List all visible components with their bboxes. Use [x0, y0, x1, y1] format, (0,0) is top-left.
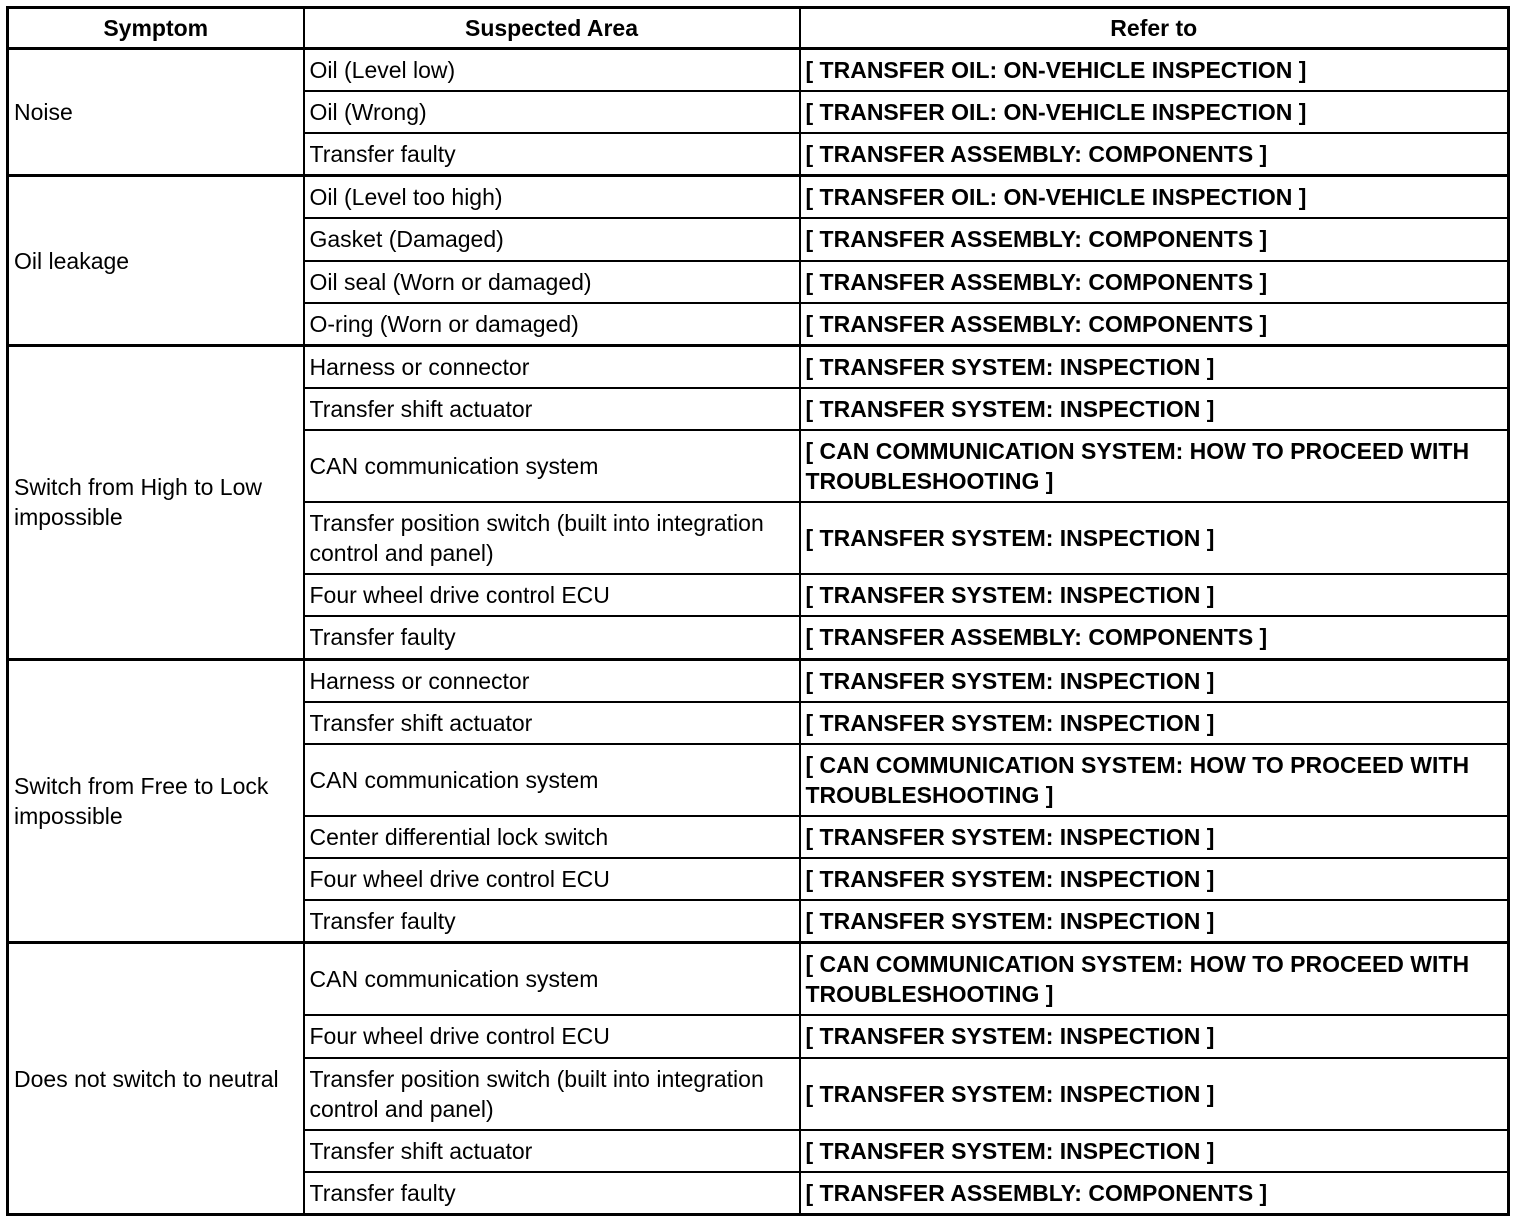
table-row: [8, 943, 1509, 1016]
symptom-group-high-to-low: [8, 345, 1509, 659]
symptom-header: Symptom: [8, 8, 304, 49]
refer-to-link[interactable]: [ CAN COMMUNICATION SYSTEM: HOW TO PROCEED WITH TROUBLESHOOTING ]: [800, 943, 1509, 1016]
refer-to-link[interactable]: [ TRANSFER ASSEMBLY: COMPONENTS ]: [800, 1172, 1509, 1215]
refer-to-link[interactable]: [ TRANSFER SYSTEM: INSPECTION ]: [800, 502, 1509, 574]
symptom-cell: Does not switch to neutral: [8, 943, 304, 1215]
table-row: [8, 345, 1509, 388]
refer-to-link[interactable]: [ TRANSFER SYSTEM: INSPECTION ]: [800, 900, 1509, 943]
refer-to-link[interactable]: [ TRANSFER SYSTEM: INSPECTION ]: [800, 345, 1509, 388]
symptom-group-noise: [8, 49, 1509, 176]
suspected-area-cell: O-ring (Worn or damaged): [304, 303, 800, 346]
suspected-area-header: Suspected Area: [304, 8, 800, 49]
suspected-area-cell: Transfer faulty: [304, 1172, 800, 1215]
refer-to-link[interactable]: [ TRANSFER SYSTEM: INSPECTION ]: [800, 816, 1509, 858]
table-row: [8, 659, 1509, 702]
refer-to-header: Refer to: [800, 8, 1509, 49]
refer-to-link[interactable]: [ CAN COMMUNICATION SYSTEM: HOW TO PROCEED WITH TROUBLESHOOTING ]: [800, 430, 1509, 502]
suspected-area-cell: Harness or connector: [304, 345, 800, 388]
suspected-area-cell: Transfer position switch (built into integration control and panel): [304, 502, 800, 574]
refer-to-link[interactable]: [ TRANSFER SYSTEM: INSPECTION ]: [800, 858, 1509, 900]
refer-to-link[interactable]: [ TRANSFER ASSEMBLY: COMPONENTS ]: [800, 261, 1509, 303]
symptom-group-free-to-lock: [8, 659, 1509, 943]
symptom-group-neutral: [8, 943, 1509, 1215]
refer-to-link[interactable]: [ TRANSFER OIL: ON-VEHICLE INSPECTION ]: [800, 49, 1509, 92]
symptom-group-oil-leakage: [8, 176, 1509, 345]
refer-to-link[interactable]: [ TRANSFER ASSEMBLY: COMPONENTS ]: [800, 303, 1509, 346]
suspected-area-cell: Transfer shift actuator: [304, 1130, 800, 1172]
suspected-area-cell: Four wheel drive control ECU: [304, 858, 800, 900]
suspected-area-cell: Transfer faulty: [304, 900, 800, 943]
suspected-area-cell: Four wheel drive control ECU: [304, 574, 800, 616]
suspected-area-cell: CAN communication system: [304, 744, 800, 816]
suspected-area-cell: Center differential lock switch: [304, 816, 800, 858]
refer-to-link[interactable]: [ TRANSFER SYSTEM: INSPECTION ]: [800, 659, 1509, 702]
symptom-cell: Switch from Free to Lock impossible: [8, 659, 304, 943]
refer-to-link[interactable]: [ TRANSFER SYSTEM: INSPECTION ]: [800, 1058, 1509, 1130]
refer-to-link[interactable]: [ TRANSFER OIL: ON-VEHICLE INSPECTION ]: [800, 176, 1509, 219]
troubleshooting-table: [6, 6, 1510, 1216]
suspected-area-cell: Four wheel drive control ECU: [304, 1015, 800, 1057]
suspected-area-cell: Oil seal (Worn or damaged): [304, 261, 800, 303]
symptom-cell: Noise: [8, 49, 304, 176]
header-row: [8, 8, 1509, 49]
refer-to-link[interactable]: [ CAN COMMUNICATION SYSTEM: HOW TO PROCEED WITH TROUBLESHOOTING ]: [800, 744, 1509, 816]
suspected-area-cell: CAN communication system: [304, 943, 800, 1016]
suspected-area-cell: CAN communication system: [304, 430, 800, 502]
refer-to-link[interactable]: [ TRANSFER OIL: ON-VEHICLE INSPECTION ]: [800, 91, 1509, 133]
suspected-area-cell: Harness or connector: [304, 659, 800, 702]
refer-to-link[interactable]: [ TRANSFER ASSEMBLY: COMPONENTS ]: [800, 616, 1509, 659]
suspected-area-cell: Gasket (Damaged): [304, 218, 800, 260]
table-row: [8, 49, 1509, 92]
suspected-area-cell: Transfer shift actuator: [304, 388, 800, 430]
refer-to-link[interactable]: [ TRANSFER ASSEMBLY: COMPONENTS ]: [800, 218, 1509, 260]
refer-to-link[interactable]: [ TRANSFER ASSEMBLY: COMPONENTS ]: [800, 133, 1509, 176]
symptom-cell: Oil leakage: [8, 176, 304, 345]
suspected-area-cell: Transfer faulty: [304, 616, 800, 659]
refer-to-link[interactable]: [ TRANSFER SYSTEM: INSPECTION ]: [800, 1015, 1509, 1057]
refer-to-link[interactable]: [ TRANSFER SYSTEM: INSPECTION ]: [800, 574, 1509, 616]
suspected-area-cell: Transfer faulty: [304, 133, 800, 176]
suspected-area-cell: Oil (Level low): [304, 49, 800, 92]
refer-to-link[interactable]: [ TRANSFER SYSTEM: INSPECTION ]: [800, 702, 1509, 744]
table-row: [8, 176, 1509, 219]
suspected-area-cell: Transfer shift actuator: [304, 702, 800, 744]
refer-to-link[interactable]: [ TRANSFER SYSTEM: INSPECTION ]: [800, 388, 1509, 430]
suspected-area-cell: Transfer position switch (built into integration control and panel): [304, 1058, 800, 1130]
suspected-area-cell: Oil (Level too high): [304, 176, 800, 219]
symptom-cell: Switch from High to Low impossible: [8, 345, 304, 659]
suspected-area-cell: Oil (Wrong): [304, 91, 800, 133]
refer-to-link[interactable]: [ TRANSFER SYSTEM: INSPECTION ]: [800, 1130, 1509, 1172]
